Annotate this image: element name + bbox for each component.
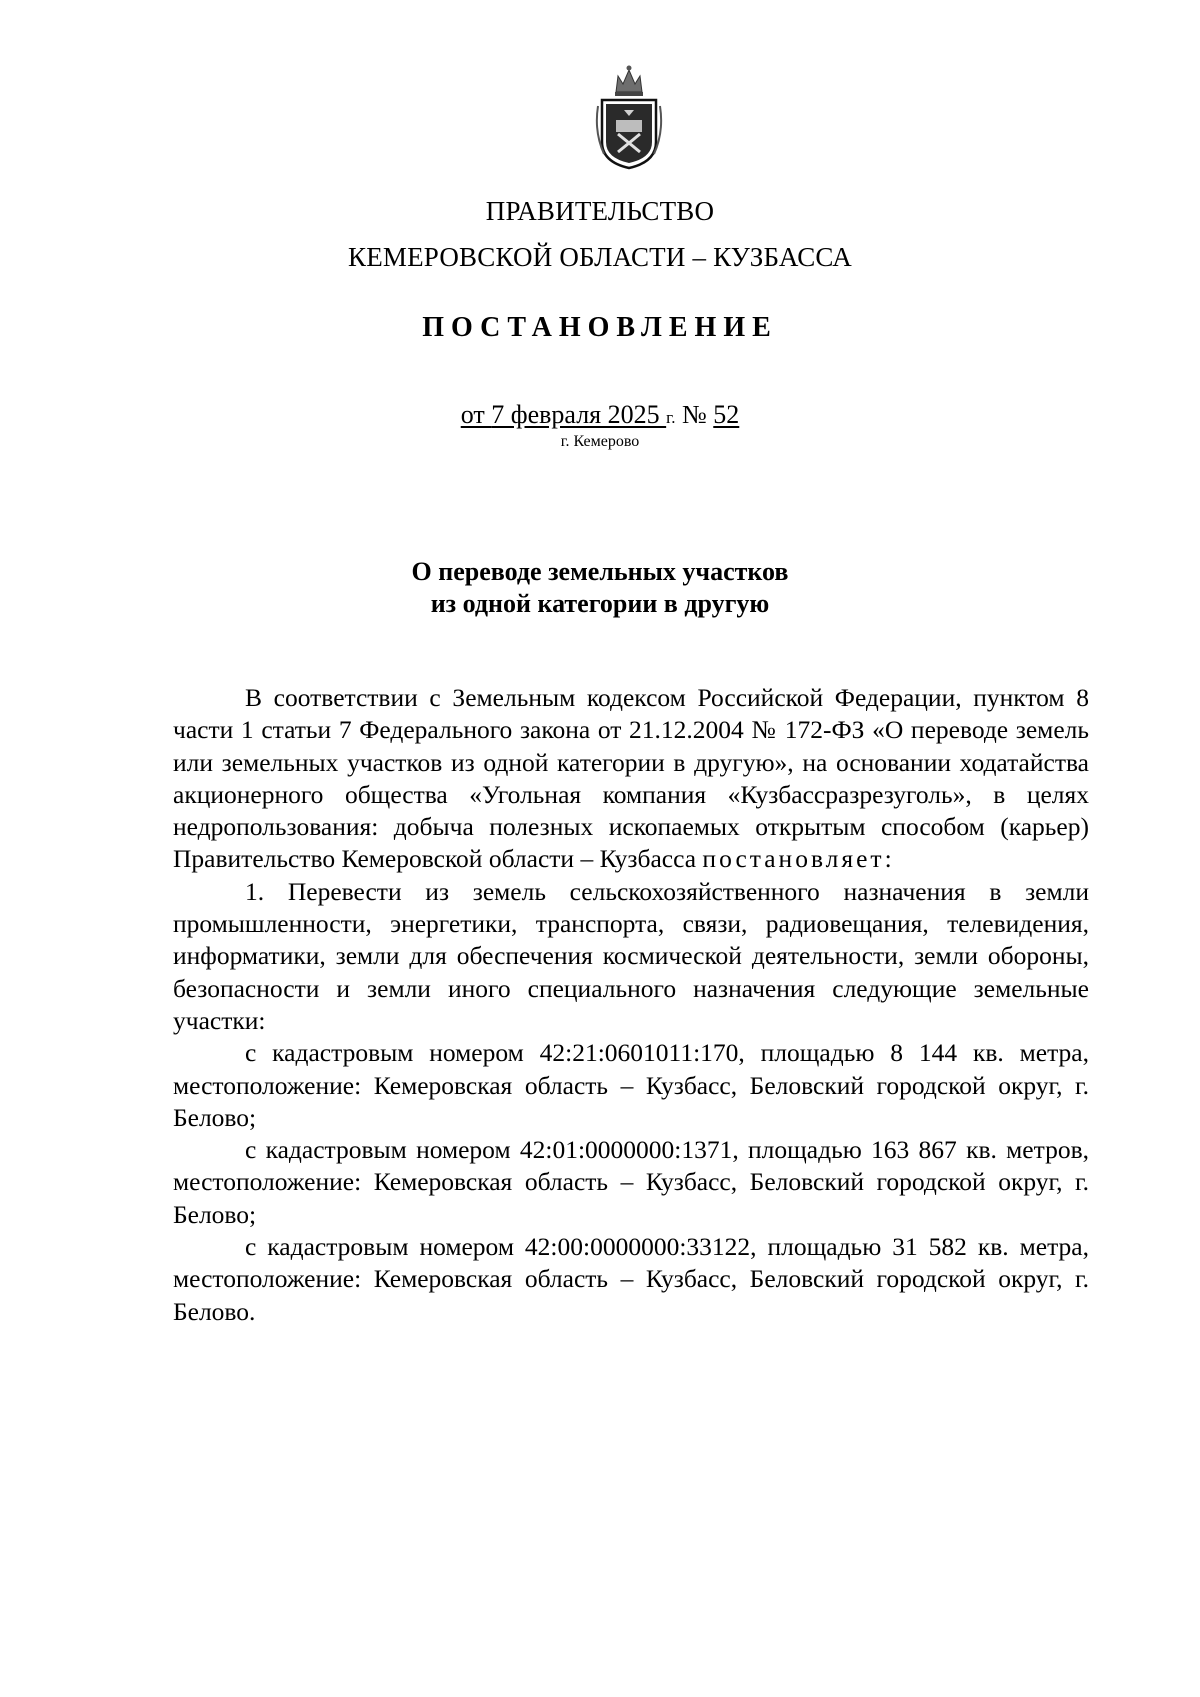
- document-date: 7 февраля 2025: [491, 400, 667, 429]
- document-type: ПОСТАНОВЛЕНИЕ: [422, 312, 778, 343]
- date-prefix: от: [460, 400, 492, 429]
- document-number: 52: [713, 400, 740, 429]
- number-prefix: №: [675, 400, 714, 429]
- preamble-paragraph: [173, 682, 1089, 876]
- kuzbass-coat-of-arms-icon: [594, 62, 664, 172]
- document-city: г. Кемерово: [560, 433, 640, 450]
- date-number-line: [0, 400, 1200, 430]
- year-suffix: г.: [666, 408, 676, 427]
- document-title: [0, 556, 1200, 620]
- title-line2: из одной категории в другую: [430, 589, 770, 618]
- org-name-line2: КЕМЕРОВСКОЙ ОБЛАСТИ – КУЗБАССА: [348, 242, 852, 272]
- preamble-text: В соответствии с Земельным кодексом Российской Федерации, пунктом 8 части 1 статьи 7 Федерального закона от 21.12.2004 № 172-ФЗ «О переводе земель или земельных участков из одной категории в другую», на основании ходатайства акционерного общества «Угольная компания «Кузбассразрезуголь», в целях недропользования: добыча полезных ископаемых открытым способом (карьер) Правительство Кемеровской области – Кузбасса: [173, 683, 1089, 874]
- parcel-item: с кадастровым номером 42:00:0000000:33122, площадью 31 582 кв. метра, местоположение: Кемеровская область – Кузбасс, Беловский городской округ, г. Белово.: [173, 1232, 1089, 1326]
- org-name-line1: ПРАВИТЕЛЬСТВО: [485, 196, 715, 226]
- title-line1: О переводе земельных участков: [411, 557, 789, 586]
- resolves-colon: :: [884, 844, 892, 874]
- item-1-paragraph: 1. Перевести из земель сельскохозяйственного назначения в земли промышленности, энергетики, транспорта, связи, радиовещания, телевидения, информатики, земли для обеспечения космической деятельности, земли обороны, безопасности и земли иного специального назначения следующие земельные участки:: [173, 876, 1089, 1035]
- parcel-item: с кадастровым номером 42:01:0000000:1371, площадью 163 867 кв. метров, местоположение: Кемеровская область – Кузбасс, Беловский городской округ, г. Белово;: [173, 1135, 1089, 1229]
- resolves-word: постановляет: [702, 844, 885, 874]
- document-body: [173, 682, 1089, 1328]
- parcel-item: с кадастровым номером 42:21:0601011:170, площадью 8 144 кв. метра, местоположение: Кемеровская область – Кузбасс, Беловский городской округ, г. Белово;: [173, 1038, 1089, 1132]
